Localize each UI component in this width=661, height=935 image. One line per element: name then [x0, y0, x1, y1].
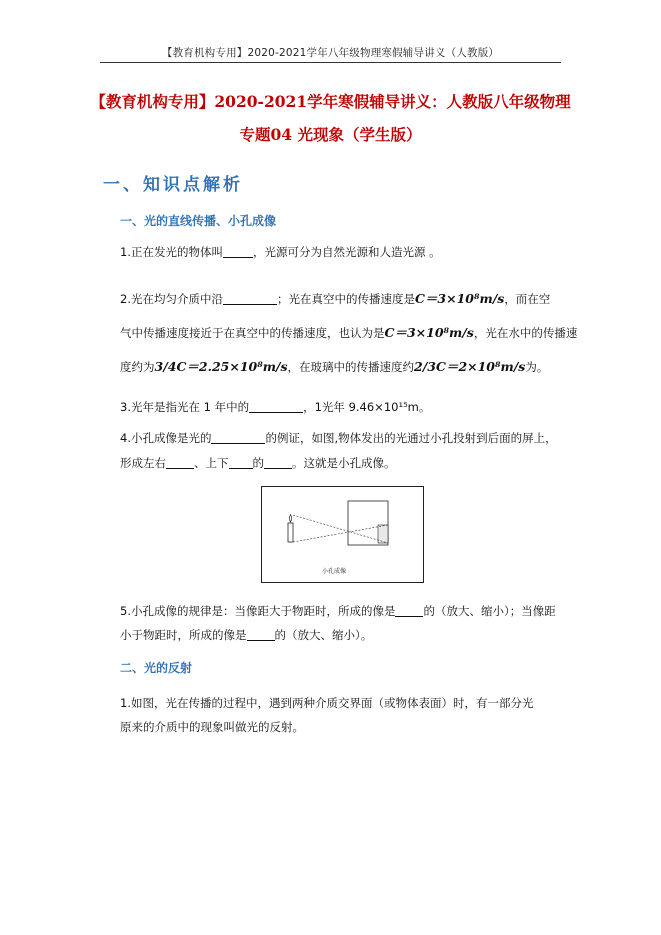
item-2-text-b: ；光在真空中的传播速度是 [276, 292, 415, 306]
subheading-rectilinear-propagation: 一、光的直线传播、小孔成像 [120, 214, 277, 228]
fill-blank [229, 456, 253, 469]
item-2-text-d: ，而在空 [504, 292, 551, 306]
item-4-text-a: 4.小孔成像是光的 [120, 431, 212, 445]
pinhole-diagram [262, 487, 423, 567]
header-rule [100, 62, 561, 63]
item-3 [120, 399, 430, 415]
item-4-line-2 [120, 455, 396, 471]
fill-blank [247, 628, 275, 641]
item-5-line-1 [120, 603, 556, 619]
fill-blank [211, 431, 265, 444]
item-5-text-a: 5.小孔成像的规律是：当像距大于物距时，所成的像是 [120, 604, 396, 618]
item-2-text-a: 2.光在均匀介质中沿 [120, 292, 223, 306]
fill-blank [223, 292, 277, 305]
item-3-text-b: ，1光年 9.46×10¹⁵m。 [303, 400, 431, 414]
glass-speed-formula: 2/3C＝2×10⁸m/s [414, 359, 526, 374]
item-1-text-a: 1.正在发光的物体叫 [120, 245, 223, 259]
air-speed-formula: C＝3×10⁸m/s [384, 325, 474, 340]
item-2-line-1 [120, 289, 550, 307]
item-4-text-b: 的例证，如图,物体发出的光通过小孔投射到后面的屏上， [265, 431, 557, 445]
document-subtitle: 专题04 光现象（学生版） [239, 125, 422, 144]
figure-caption: 小孔成像 [322, 568, 347, 575]
flame-icon [289, 515, 291, 523]
fill-blank [249, 400, 303, 413]
item-4-line-1 [120, 430, 557, 446]
item-3-text-a: 3.光年是指光在 1 年中的 [120, 400, 250, 414]
water-speed-formula: 3/4C＝2.25×10⁸m/s [154, 359, 288, 374]
item-4-text-f: 。这就是小孔成像。 [292, 456, 396, 470]
item-5-text-c: 小于物距时，所成的像是 [120, 628, 247, 642]
light-ray-bottom [293, 525, 388, 542]
page-header: 【教育机构专用】2020-2021学年八年级物理寒假辅导讲义（人教版） [161, 47, 500, 59]
item-5-text-d: 的（放大、缩小）。 [274, 628, 373, 642]
item-1-text-b: ，光源可分为自然光源和人造光源 。 [252, 245, 441, 259]
speed-formula: C＝3×10⁸m/s [414, 291, 505, 306]
item-2-line-2 [120, 323, 577, 341]
item-5-text-b: 的（放大、缩小）；当像距 [423, 604, 556, 618]
item-2-text-l: 为。 [525, 360, 549, 374]
item-2-text-g: ，光在水中的传播速 [473, 326, 578, 340]
reflection-line-1: 1.如图，光在传播的过程中，遇到两种介质交界面（或物体表面）时，有一部分光 [120, 696, 534, 710]
fill-blank [264, 456, 292, 469]
light-ray-top [293, 515, 388, 543]
item-2-line-3 [120, 357, 548, 375]
document-title: 【教育机构专用】2020-2021学年寒假辅导讲义：人教版八年级物理 [90, 92, 571, 111]
fill-blank [395, 604, 423, 617]
item-2-text-j: ，在玻璃中的传播速度约 [287, 360, 415, 374]
item-4-text-d: 、上下 [194, 456, 229, 470]
fill-blank [166, 456, 194, 469]
section-heading-knowledge: 一、知识点解析 [103, 175, 243, 195]
item-2-text-h: 度约为 [120, 360, 155, 374]
subheading-reflection: 二、光的反射 [120, 661, 193, 675]
pinhole-imaging-figure [261, 486, 424, 583]
item-1 [120, 244, 441, 260]
candle-icon [288, 523, 293, 542]
inverted-image [378, 525, 388, 543]
item-5-line-2 [120, 627, 372, 643]
item-4-text-c: 形成左右 [120, 456, 166, 470]
fill-blank [223, 245, 253, 258]
item-4-text-e: 的 [252, 456, 264, 470]
item-2-text-e: 气中传播速度接近于在真空中的传播速度，也认为是 [120, 326, 385, 340]
reflection-line-2: 原来的介质中的现象叫做光的反射。 [120, 720, 304, 734]
